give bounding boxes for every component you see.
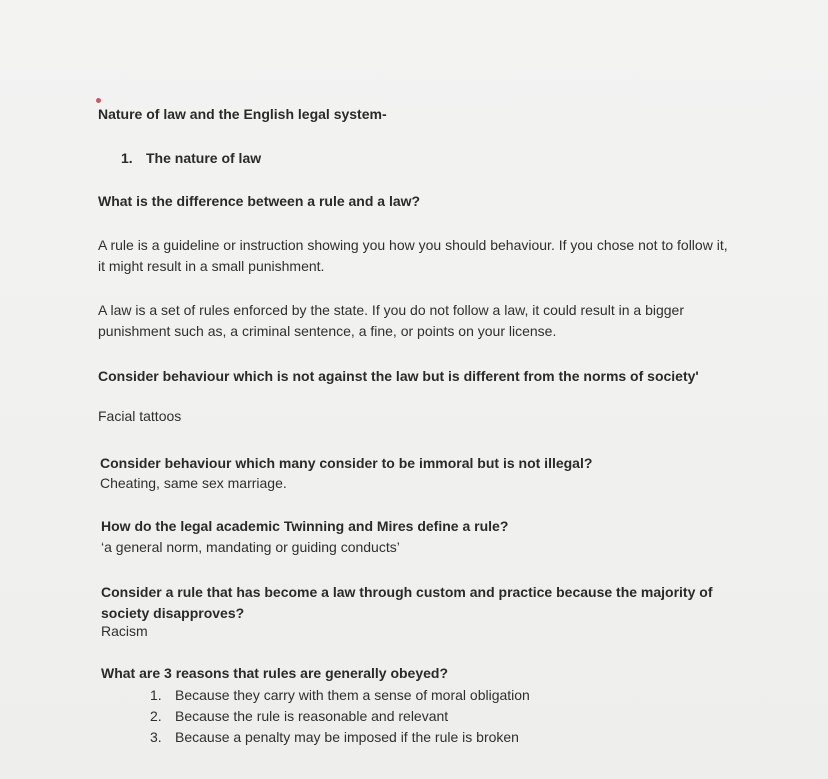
answer-norms: Facial tattoos: [98, 408, 182, 424]
question-rule-vs-law: What is the difference between a rule and a law?: [98, 193, 421, 209]
section-heading: [121, 148, 261, 169]
list-item-number: 3.: [150, 729, 162, 745]
list-item: [150, 706, 530, 727]
list-item-text: Because a penalty may be imposed if the rule is broken: [175, 729, 519, 745]
answer-custom-practice: Racism: [101, 623, 148, 639]
reasons-list: [150, 685, 530, 748]
section-number: 1.: [121, 150, 133, 166]
answer-immoral: Cheating, same sex marriage.: [100, 475, 287, 491]
section-label: The nature of law: [146, 150, 262, 166]
rule-definition-paragraph: A rule is a guideline or instruction showing you how you should behaviour. If you chose not to follow it, it might result in a small punishment.: [98, 237, 728, 274]
list-item-number: 2.: [150, 708, 162, 724]
answer-define-rule: ‘a general norm, mandating or guiding conducts’: [101, 539, 400, 555]
page-title: Nature of law and the English legal system-: [98, 106, 387, 122]
list-item: [150, 727, 530, 748]
list-item-text: Because the rule is reasonable and relevant: [175, 708, 449, 724]
bullet-marker: [96, 98, 101, 103]
question-define-rule: How do the legal academic Twinning and Mires define a rule?: [101, 518, 509, 534]
question-rules-obeyed: What are 3 reasons that rules are generally obeyed?: [101, 665, 449, 681]
list-item-number: 1.: [150, 687, 162, 703]
question-norms: Consider behaviour which is not against the law but is different from the norms of society': [98, 368, 699, 384]
law-definition-paragraph: A law is a set of rules enforced by the state. If you do not follow a law, it could result in a bigger punishment such as, a criminal sentence, a fine, or points on your license.: [98, 302, 684, 339]
list-item: [150, 685, 530, 706]
question-immoral: Consider behaviour which many consider to be immoral but is not illegal?: [100, 455, 593, 471]
list-item-text: Because they carry with them a sense of moral obligation: [175, 687, 530, 703]
question-custom-practice: Consider a rule that has become a law through custom and practice because the majority of society disapproves?: [101, 584, 713, 621]
